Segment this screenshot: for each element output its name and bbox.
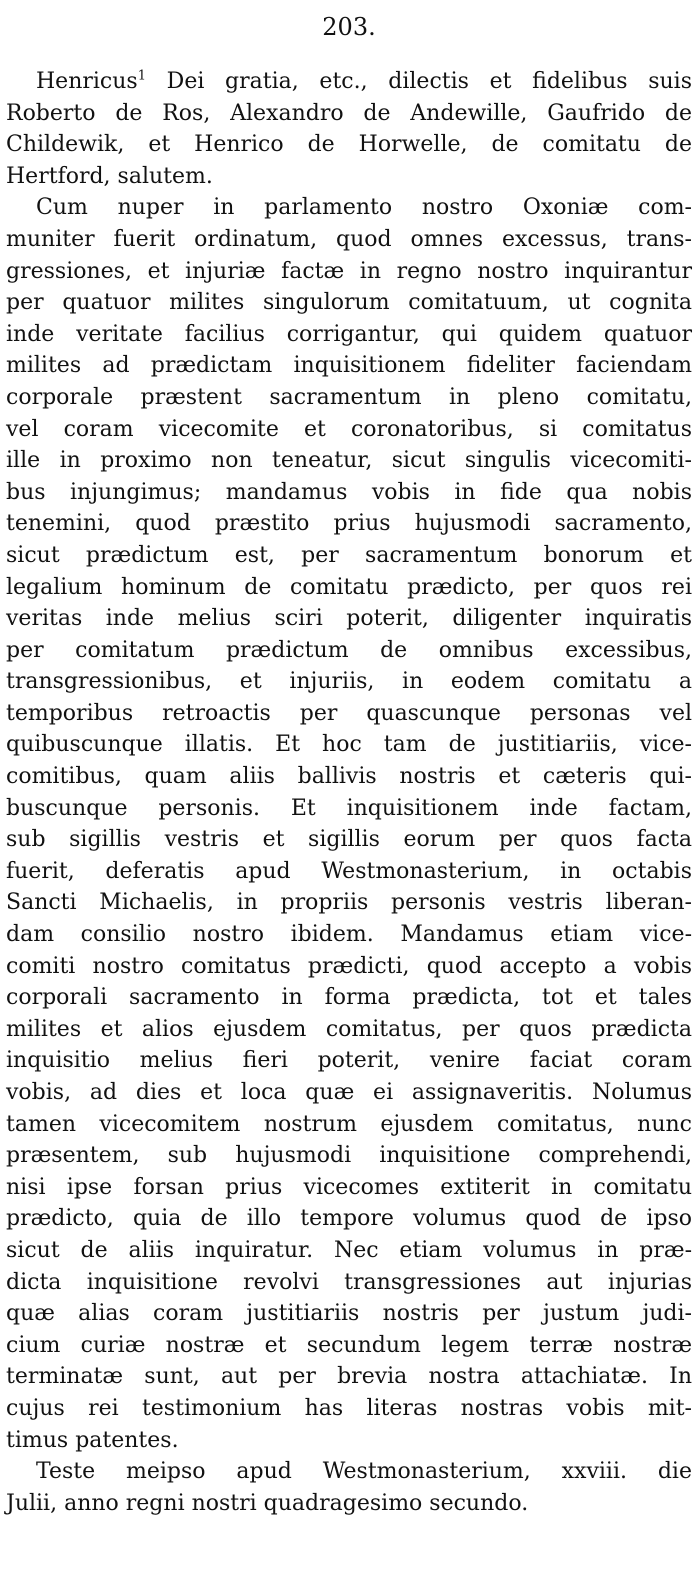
- text-line: Henricus$^1$ Dei gratia, etc., dilectis et fidelibus suis: [36, 68, 692, 94]
- text-line: vel coram vicecomite et coronatoribus, si comitatus: [6, 416, 692, 442]
- text-line: inde veritate facilius corrigantur, qui quidem quatuor: [6, 321, 692, 347]
- text-line: tenemini, quod præstito prius hujusmodi sacramento,: [6, 511, 692, 537]
- text-line: legalium hominum de comitatu prædicto, per quos rei: [6, 574, 692, 600]
- text-line: nisi ipse forsan prius vicecomes extiterit in comitatu: [6, 1174, 692, 1200]
- text-line: Hertford, salutem.: [6, 163, 213, 189]
- paragraph-salutation: [6, 66, 692, 192]
- text-line: transgressionibus, et injuriis, in eodem comitatu a: [6, 669, 692, 695]
- page-number: 203.: [322, 13, 376, 41]
- text-line: corporali sacramento in forma prædicta, tot et tales: [6, 985, 692, 1011]
- text-line: muniter fuerit ordinatum, quod omnes excessus, trans-: [6, 226, 692, 252]
- text-line: fuerit, deferatis apud Westmonasterium, in octabis: [6, 858, 692, 884]
- document-page: [6, 0, 692, 1519]
- text-line: Cum nuper in parlamento nostro Oxoniæ com-: [36, 195, 692, 221]
- text-line: temporibus retroactis per quascunque personas vel: [6, 700, 692, 726]
- text-line: sub sigillis vestris et sigillis eorum per quos facta: [6, 827, 692, 853]
- text-line: quæ alias coram justitiariis nostris per justum judi-: [6, 1301, 692, 1327]
- text-line: terminatæ sunt, aut per brevia nostra attachiatæ. In: [6, 1364, 692, 1390]
- text-line: Teste meipso apud Westmonasterium, xxviii. die: [36, 1459, 692, 1485]
- text-line: milites ad prædictam inquisitionem fideliter faciendam: [6, 353, 692, 379]
- footnote-marker: 1: [137, 68, 146, 84]
- text-line: sicut de aliis inquiratur. Nec etiam volumus in præ-: [6, 1237, 692, 1263]
- text-line: comitibus, quam aliis ballivis nostris et cæteris qui-: [6, 764, 692, 790]
- text-line: dam consilio nostro ibidem. Mandamus etiam vice-: [6, 922, 692, 948]
- text-line: per quatuor milites singulorum comitatuum, ut cognita: [6, 290, 692, 316]
- text-line: corporale præstent sacramentum in pleno comitatu,: [6, 384, 692, 410]
- document-body: [6, 66, 692, 1519]
- text-line: dicta inquisitione revolvi transgressiones aut injurias: [6, 1269, 692, 1295]
- text-line: cium curiæ nostræ et secundum legem terræ nostræ: [6, 1332, 692, 1358]
- text-line: comiti nostro comitatus prædicti, quod accepto a vobis: [6, 953, 692, 979]
- text-line: sicut prædictum est, per sacramentum bonorum et: [6, 542, 692, 568]
- text-line: Childewik, et Henrico de Horwelle, de comitatu de: [6, 132, 692, 158]
- text-line: vobis, ad dies et loca quæ ei assignaveritis. Nolumus: [6, 1080, 692, 1105]
- text-line: per comitatum prædictum de omnibus excessibus,: [6, 637, 692, 663]
- text-line: præsentem, sub hujusmodi inquisitione comprehendi,: [6, 1143, 692, 1169]
- text-line: bus injungimus; mandamus vobis in fide qua nobis: [6, 479, 692, 505]
- paragraph-mandate: [6, 192, 692, 1456]
- text-line: milites et alios ejusdem comitatus, per quos prædicta: [6, 1016, 692, 1042]
- text-line: prædicto, quia de illo tempore volumus quod de ipso: [6, 1206, 692, 1232]
- paragraph-teste: [6, 1456, 692, 1519]
- text-line: buscunque personis. Et inquisitionem inde factam,: [6, 795, 692, 821]
- text-line: Roberto de Ros, Alexandro de Andewille, Gaufrido de: [6, 100, 692, 126]
- text-line: cujus rei testimonium has literas nostras vobis mit-: [6, 1395, 692, 1421]
- text-line: inquisitio melius fieri poterit, venire faciat coram: [6, 1048, 692, 1074]
- text-line: quibuscunque illatis. Et hoc tam de justitiariis, vice-: [6, 732, 692, 758]
- text-line: Sancti Michaelis, in propriis personis vestris liberan-: [6, 890, 692, 916]
- text-line: ille in proximo non teneatur, sicut singulis vicecomiti-: [6, 448, 692, 474]
- text-line: timus patentes.: [6, 1427, 179, 1453]
- text-line: gressiones, et injuriæ factæ in regno nostro inquirantur: [6, 258, 692, 284]
- text-line: Julii, anno regni nostri quadragesimo secundo.: [6, 1490, 529, 1516]
- text-line: tamen vicecomitem nostrum ejusdem comitatus, nunc: [6, 1111, 692, 1137]
- text-line: veritas inde melius sciri poterit, diligenter inquiratis: [6, 606, 692, 632]
